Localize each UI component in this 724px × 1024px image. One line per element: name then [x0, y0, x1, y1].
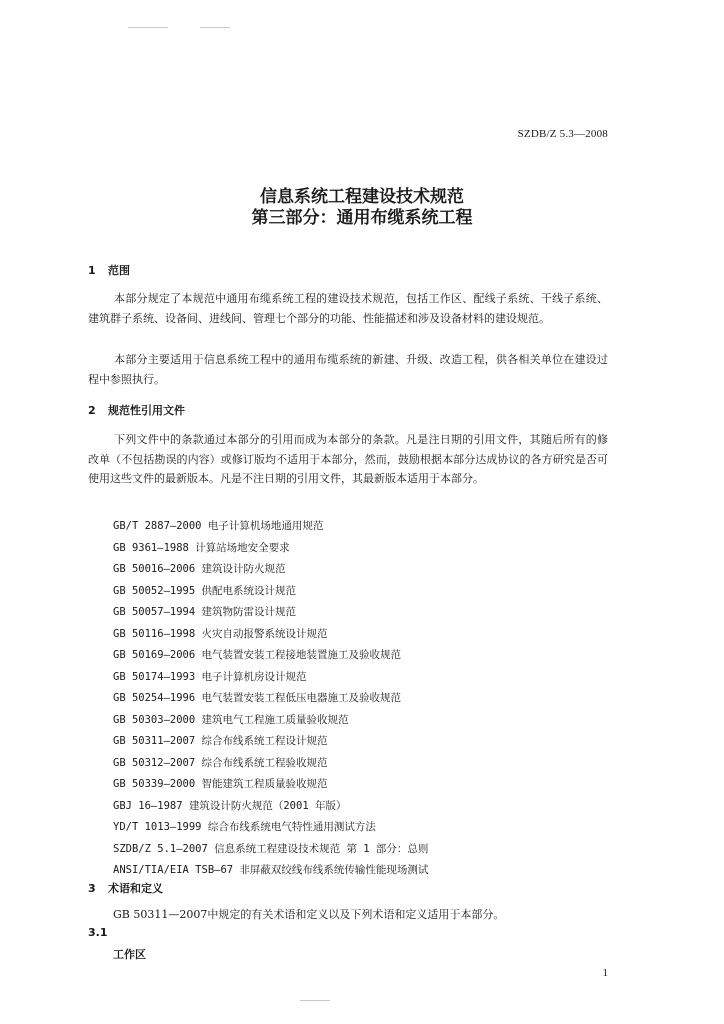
- reference-item: YD/T 1013—1999 综合布线系统电气特性通用测试方法: [113, 821, 376, 833]
- reference-item: GB 50254—1996 电气装置安装工程低压电器施工及验收规范: [113, 692, 402, 704]
- paragraph: 本部分规定了本规范中通用布缆系统工程的建设技术规范，包括工作区、配线子系统、干线子系统、建筑群子系统、设备间、进线间、管理七个部分的功能、性能描述和涉及设备材料的建设规范。: [88, 292, 608, 325]
- reference-item: GB/T 2887—2000 电子计算机场地通用规范: [113, 520, 324, 532]
- document-title: 信息系统工程建设技术规范: [260, 187, 464, 207]
- reference-item: GB 50339—2000 智能建筑工程质量验收规范: [113, 778, 328, 790]
- reference-item: GB 50169—2006 电气装置安装工程接地装置施工及验收规范: [113, 649, 402, 661]
- page-number: 1: [602, 967, 608, 979]
- section-number: 3: [88, 882, 96, 895]
- paragraph: 下列文件中的条款通过本部分的引用而成为本部分的条款。凡是注日期的引用文件，其随后所有的修改单（不包括勘误的内容）或修订版均不适用于本部分，然而，鼓励根据本部分达成协议的各方研究是否可使用这些文件的最新版本。凡是不注日期的引用文件，其最新版本适用于本部分。: [88, 433, 608, 485]
- document-code: SZDB/Z 5.3—2008: [517, 128, 608, 140]
- paragraph: GB 50311—2007中规定的有关术语和定义以及下列术语和定义适用于本部分。: [113, 908, 505, 921]
- document-subtitle: 第三部分：通用布缆系统工程: [251, 208, 473, 228]
- section-heading-2: [88, 402, 185, 418]
- normative-references-list: [113, 516, 428, 882]
- section-title: 术语和定义: [108, 882, 163, 895]
- reference-item: GB 50312—2007 综合布线系统工程验收规范: [113, 756, 328, 769]
- reference-item: GB 50311—2007 综合布线系统工程设计规范: [113, 735, 328, 747]
- reference-item: GB 50116—1998 火灾自动报警系统设计规范: [113, 627, 328, 640]
- reference-item: GB 50174—1993 电子计算机房设计规范: [113, 670, 307, 683]
- scan-speck: [128, 27, 168, 28]
- paragraph: 本部分主要适用于信息系统工程中的通用布缆系统的新建、升级、改造工程，供各相关单位在建设过程中参照执行。: [88, 353, 608, 386]
- reference-item: GB 50303—2000 建筑电气工程施工质量验收规范: [113, 713, 349, 726]
- section-number: 1: [88, 264, 96, 277]
- term-title: 工作区: [113, 948, 146, 961]
- section-heading-1: [88, 262, 130, 278]
- section-title: 规范性引用文件: [108, 404, 185, 417]
- scan-speck: [200, 27, 230, 28]
- reference-item: GB 50052—1995 供配电系统设计规范: [113, 584, 297, 597]
- section-heading-3: [88, 880, 163, 896]
- scan-speck: [300, 1000, 330, 1001]
- reference-item: GB 50057—1994 建筑物防雷设计规范: [113, 606, 297, 618]
- section-title: 范围: [108, 264, 130, 277]
- section-number: 2: [88, 404, 96, 417]
- subsection-number: 3.1: [88, 926, 108, 939]
- reference-item: GB 9361—1988 计算站场地安全要求: [113, 541, 290, 554]
- reference-item: GB 50016—2006 建筑设计防火规范: [113, 563, 286, 575]
- reference-item: ANSI/TIA/EIA TSB—67 非屏蔽双绞线布线系统传输性能现场测试: [113, 864, 429, 876]
- reference-item: SZDB/Z 5.1—2007 信息系统工程建设技术规范 第 1 部分：总则: [113, 842, 429, 855]
- reference-item: GBJ 16—1987 建筑设计防火规范（2001 年版）: [113, 799, 347, 812]
